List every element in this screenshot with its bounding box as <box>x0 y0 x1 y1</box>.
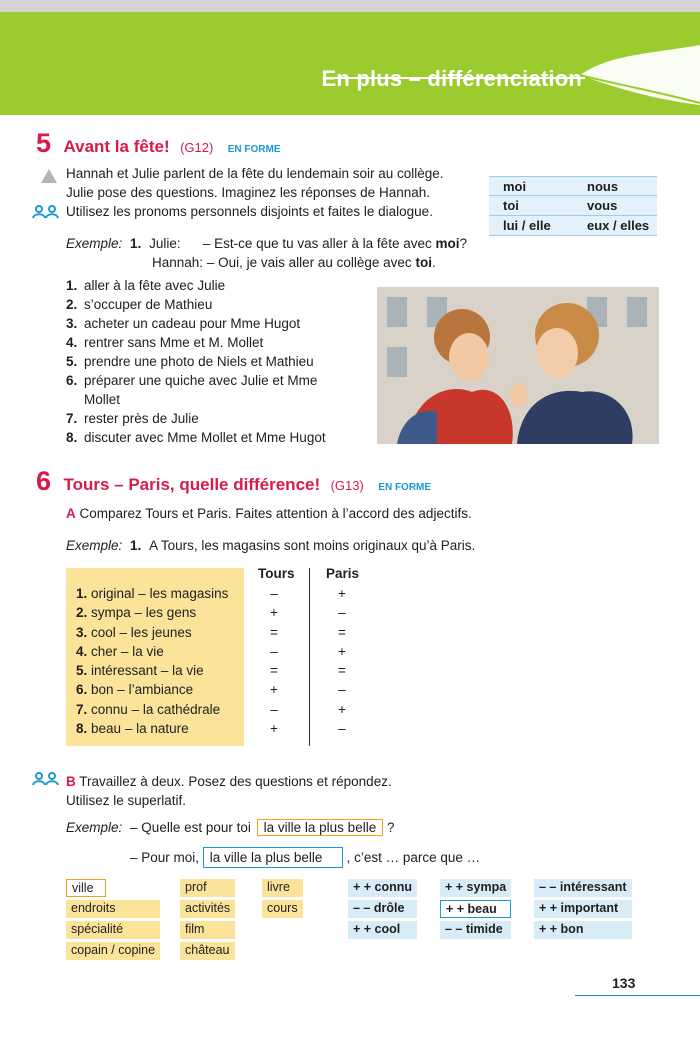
exercise-6b-example-answer: – Pour moi, la ville la plus belle , c’est … parce que … <box>130 847 480 868</box>
table-row: 4. cher – la vie – <box>76 643 278 659</box>
word-chip: – – drôle <box>348 900 417 918</box>
table-row: 7. connu – la cathédrale – <box>76 701 278 717</box>
word-chip: spécialité <box>66 921 160 939</box>
noun-chips-col1 <box>66 879 160 960</box>
word-chip: prof <box>180 879 235 897</box>
instruction-line: Julie pose des questions. Imaginez les réponses de Hannah. <box>66 185 430 200</box>
footer-rule <box>575 995 700 996</box>
exercise-5-example: Exemple: 1. Julie: – Est-ce que tu vas aller à la fête avec moi? Hannah: – Oui, je vais aller au collège avec toi. <box>66 236 468 270</box>
list-item: 4. rentrer sans Mme et M. Mollet <box>66 335 264 350</box>
column-divider <box>309 568 310 746</box>
table-row: 6. bon – l’ambiance + <box>76 682 278 698</box>
list-item: 6. préparer une quiche avec Julie et Mme <box>66 373 318 388</box>
word-chip: + + cool <box>348 921 417 939</box>
table-row: 3. cool – les jeunes = <box>76 624 278 640</box>
answer-box: la ville la plus belle <box>203 847 343 868</box>
list-item: 8. discuter avec Mme Mollet et Mme Hugot <box>66 430 326 445</box>
word-chip: + + sympa <box>440 879 511 897</box>
word-chip: château <box>180 942 235 960</box>
pair-work-icon <box>32 205 60 219</box>
adjective-chips-col1 <box>348 879 417 939</box>
exercise-title: Tours – Paris, quelle différence! <box>63 475 321 494</box>
exercise-6-heading <box>36 466 431 497</box>
level-tag: EN FORME <box>378 482 432 493</box>
word-chip: copain / copine <box>66 942 160 960</box>
list-item: 2. s’occuper de Mathieu <box>66 297 213 312</box>
word-chip: endroits <box>66 900 160 918</box>
photo-illustration-icon <box>377 287 659 444</box>
word-chip: ville <box>66 879 106 897</box>
instruction-line: Hannah et Julie parlent de la fête du lendemain soir au collège. <box>66 166 444 181</box>
word-chip: + + important <box>534 900 632 918</box>
word-chip: – – timide <box>440 921 511 939</box>
wave-decoration-icon <box>580 45 700 105</box>
exercise-5-instructions <box>66 164 486 221</box>
table-row: 1. original – les magasins – <box>76 586 278 601</box>
word-chip: – – intéressant <box>534 879 632 897</box>
word-chip: + + connu <box>348 879 417 897</box>
grammar-ref: (G13) <box>330 478 364 493</box>
photo-two-girls <box>377 287 659 444</box>
page-title: En plus – différenciation <box>321 66 582 91</box>
difficulty-triangle-icon <box>40 168 58 184</box>
table-row: 8. beau – la nature + <box>76 721 278 737</box>
table-row: 5. intéressant – la vie = <box>76 663 278 679</box>
column-header-tours: Tours <box>258 566 295 581</box>
table-row: 2. sympa – les gens + <box>76 605 278 621</box>
level-tag: EN FORME <box>227 144 281 155</box>
pronoun-row: lui / elle eux / elles <box>489 216 657 236</box>
list-item: 7. rester près de Julie <box>66 411 199 426</box>
list-item: Mollet <box>84 392 121 407</box>
word-chip: film <box>180 921 235 939</box>
pair-work-icon <box>32 772 60 786</box>
header-strip <box>0 0 700 12</box>
column-header-paris: Paris <box>326 566 360 581</box>
word-chip: + + beau <box>440 900 511 918</box>
exercise-5-heading <box>36 128 281 159</box>
comparison-table <box>76 584 306 738</box>
list-item: 1. aller à la fête avec Julie <box>66 278 226 293</box>
grammar-ref: (G12) <box>180 140 214 155</box>
pronoun-row: moi nous <box>489 176 657 196</box>
exercise-6b-instruction: B Travaillez à deux. Posez des questions et répondez. Utilisez le superlatif. <box>66 774 392 808</box>
exercise-number: 5 <box>36 128 52 158</box>
exercise-5-list <box>66 276 366 447</box>
pronoun-table <box>489 176 657 236</box>
word-chip: + + bon <box>534 921 632 939</box>
exercise-6a-instruction: A Comparez Tours et Paris. Faites attention à l’accord des adjectifs. <box>66 506 472 521</box>
exercise-number: 6 <box>36 466 52 496</box>
word-chip: cours <box>262 900 303 918</box>
word-chip: activités <box>180 900 235 918</box>
noun-chips-col2 <box>180 879 235 960</box>
exercise-6b-example-question: Exemple: – Quelle est pour toi la ville la plus belle ? <box>66 820 395 835</box>
answer-box: la ville la plus belle <box>257 819 384 836</box>
exercise-6a-example: Exemple: 1. A Tours, les magasins sont moins originaux qu’à Paris. <box>66 538 476 553</box>
word-chip: livre <box>262 879 303 897</box>
noun-chips-col3 <box>262 879 303 918</box>
paris-column: + – = + = – + – <box>338 586 346 737</box>
pronoun-row: toi vous <box>489 196 657 216</box>
instruction-line: Utilisez les pronoms personnels disjoints et faites le dialogue. <box>66 204 433 219</box>
page-number: 133 <box>612 975 636 991</box>
adjective-chips-col2 <box>440 879 511 939</box>
exercise-title: Avant la fête! <box>63 137 170 156</box>
list-item: 5. prendre une photo de Niels et Mathieu <box>66 354 314 369</box>
list-item: 3. acheter un cadeau pour Mme Hugot <box>66 316 301 331</box>
adjective-chips-col3 <box>534 879 632 939</box>
